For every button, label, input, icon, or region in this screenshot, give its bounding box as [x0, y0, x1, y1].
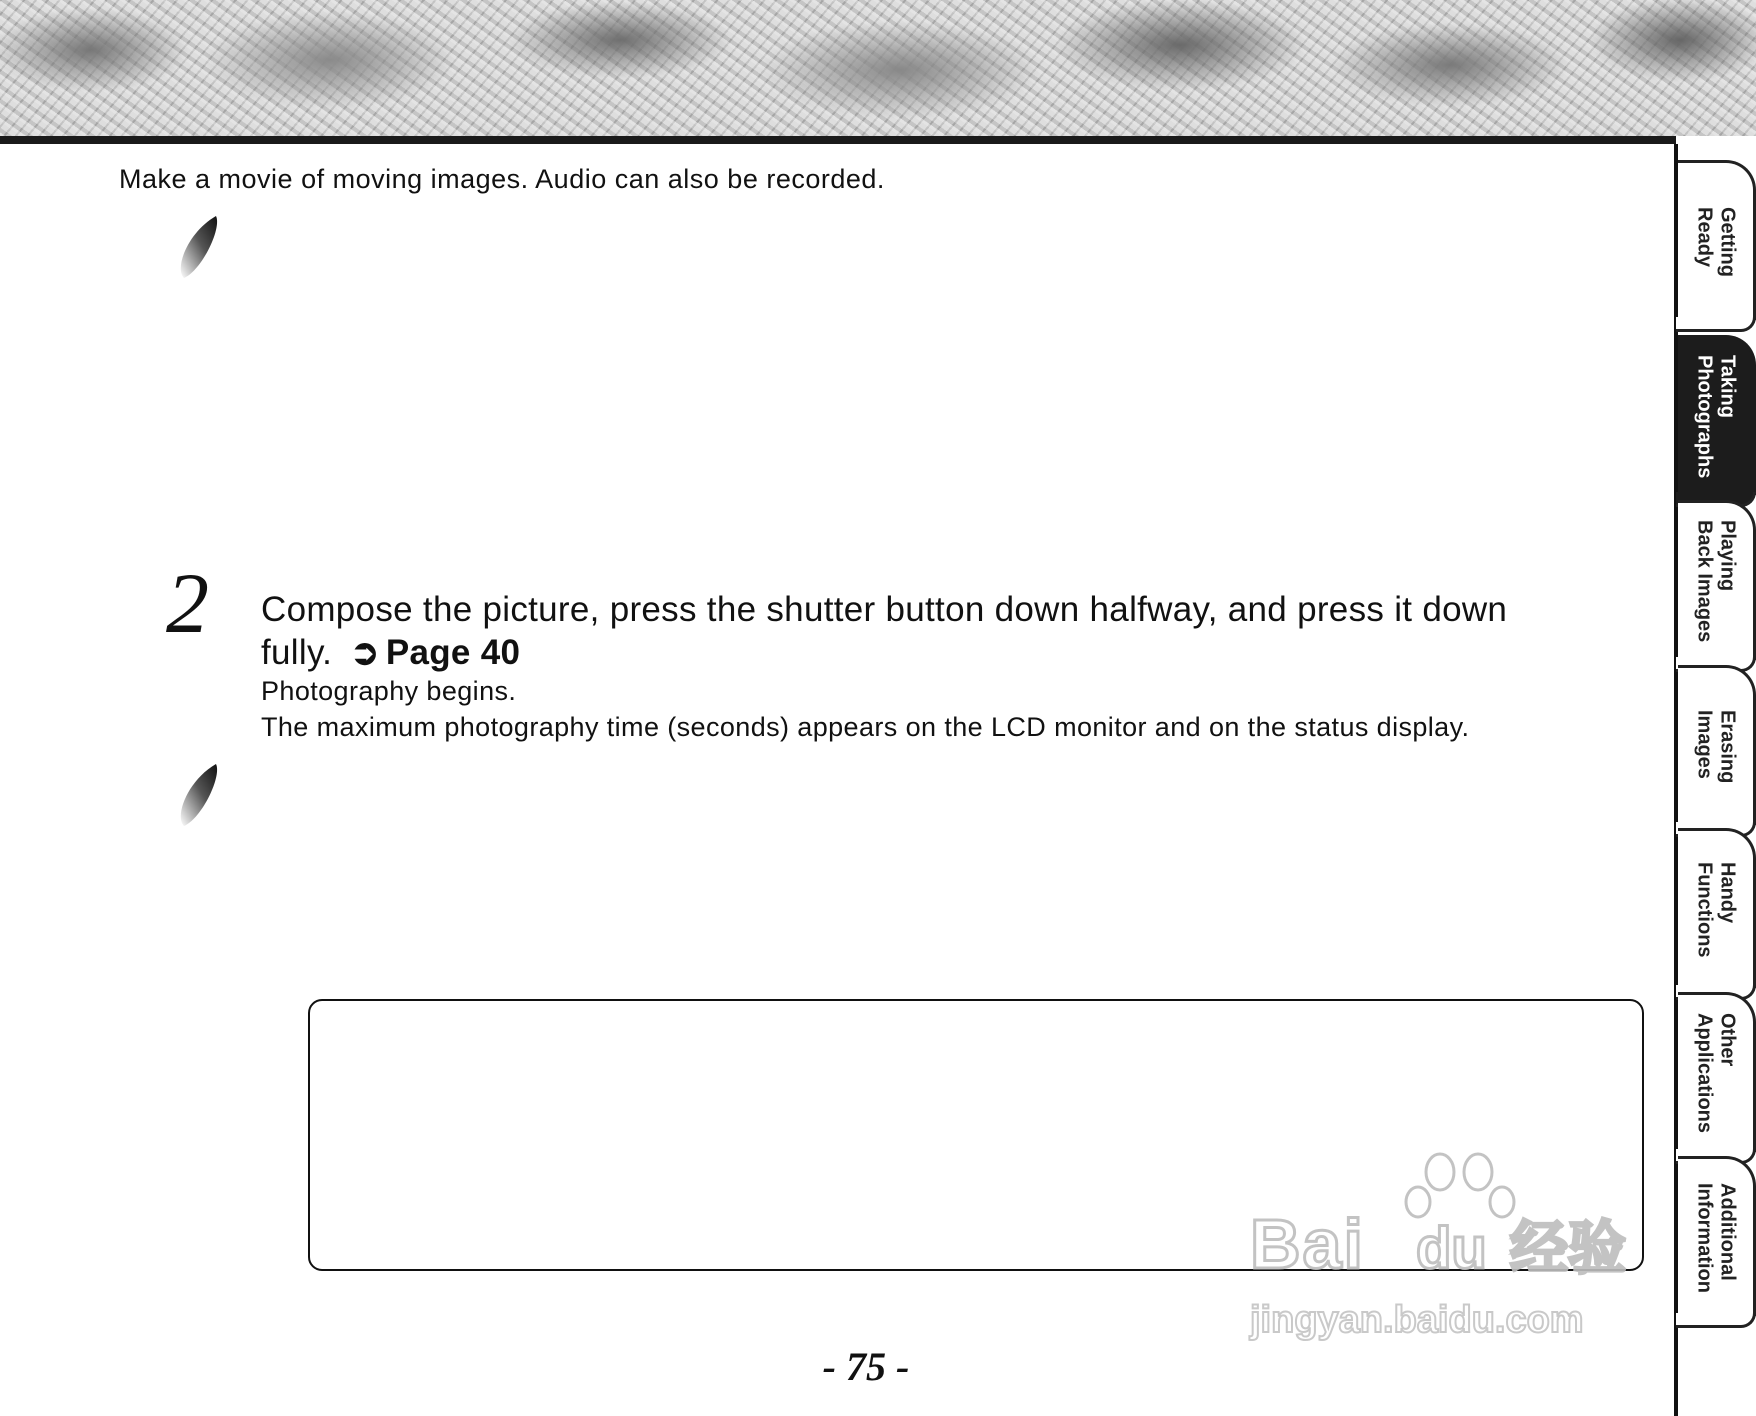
tab-additional-information[interactable]: [1678, 1156, 1756, 1316]
baidu-watermark-logo: [1240, 1150, 1660, 1350]
tab-label: Handy Functions: [1693, 861, 1739, 958]
tab-label: Getting Ready: [1693, 206, 1739, 277]
page-number: - 75 -: [822, 1344, 910, 1389]
svg-text:经验: 经验: [1510, 1214, 1627, 1282]
tab-label: Playing Back Images: [1693, 520, 1739, 643]
tab-handy-functions[interactable]: [1678, 828, 1756, 988]
tab-label: Additional Information: [1693, 1182, 1739, 1293]
svg-text:du: du: [1416, 1216, 1487, 1281]
tab-playing-back-images[interactable]: [1678, 500, 1756, 660]
step-desc-line: The maximum photography time (seconds) appears on the LCD monitor and on the status display.: [261, 712, 1470, 742]
tab-taking-photographs[interactable]: [1678, 335, 1756, 495]
tab-label: Taking Photographs: [1693, 354, 1739, 479]
header-banner-texture: [0, 0, 1756, 136]
tab-label: Other Applications: [1693, 1013, 1739, 1134]
tab-label: Erasing Images: [1693, 709, 1739, 784]
step-desc-line: Photography begins.: [261, 676, 517, 706]
page-ref-link[interactable]: Page 40: [385, 633, 521, 672]
svg-text:Bai: Bai: [1250, 1205, 1365, 1283]
tab-erasing-images[interactable]: [1678, 665, 1756, 825]
intro-text: Make a movie of moving images. Audio can also be recorded.: [119, 164, 885, 194]
bullet-icon: [178, 760, 218, 830]
header-rule: [0, 136, 1676, 144]
tab-other-applications[interactable]: [1678, 992, 1756, 1152]
svg-text:jingyan.baidu.com: jingyan.baidu.com: [1250, 1299, 1584, 1341]
tab-getting-ready[interactable]: [1678, 160, 1756, 320]
page-ref-arrow-icon: ➲: [350, 633, 380, 672]
step-title: [261, 588, 1561, 674]
step-number: 2: [166, 555, 209, 651]
step-title-text: Compose the picture, press the shutter button down halfway, and press it down fully.: [261, 590, 1508, 672]
bullet-icon: [178, 212, 218, 282]
